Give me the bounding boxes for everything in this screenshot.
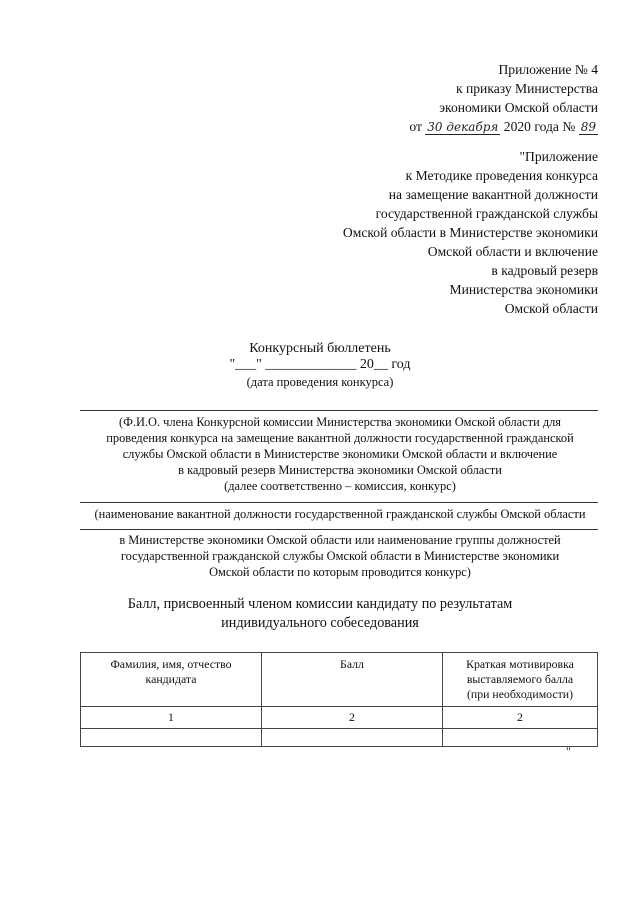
methodology-line: Министерства экономики [449, 282, 598, 297]
handwritten-date: 30 декабря [427, 120, 499, 134]
member-caption-line: (Ф.И.О. члена Конкурсной комиссии Министерства экономики Омской области для [118, 415, 562, 429]
appendix-line-3: экономики Омской области [439, 100, 598, 115]
methodology-line: Омской области [504, 301, 598, 316]
table-header-row [81, 653, 598, 707]
member-caption-line: (далее соответственно – комиссия, конкурс) [224, 479, 456, 493]
score-heading-line: Балл, присвоенный членом комиссии кандидату по результатам [127, 596, 513, 612]
table-row [81, 707, 598, 729]
empty-cell [81, 729, 262, 747]
column-number-cell: 1 [81, 707, 262, 729]
methodology-line: на замещение вакантной должности [388, 187, 598, 202]
appendix-header [409, 60, 598, 136]
date-prefix: от [409, 119, 422, 134]
group-caption [80, 532, 600, 580]
vacancy-caption [80, 506, 600, 522]
header-text: выставляемого балла [466, 672, 574, 686]
score-heading-line: индивидуального собеседования [221, 615, 419, 631]
member-caption [80, 414, 600, 494]
header-score [262, 653, 443, 707]
methodology-line: Омской области в Министерстве экономики [342, 225, 598, 240]
score-heading [0, 595, 640, 633]
group-line [80, 529, 598, 530]
methodology-line: государственной гражданской службы [375, 206, 598, 221]
appendix-date-line [409, 117, 598, 136]
header-candidate-name [81, 653, 262, 707]
closing-quote: " [566, 744, 571, 758]
appendix-line-2: к приказу Министерства [455, 81, 598, 96]
vacancy-line [80, 502, 598, 503]
header-text: кандидата [145, 672, 197, 686]
date-suffix: 2020 года № [503, 119, 576, 134]
header-motivation [443, 653, 598, 707]
header-text: Фамилия, имя, отчество [110, 657, 232, 671]
ballot-date-line: "___" _____________ 20__ год [229, 357, 411, 372]
member-caption-line: службы Омской области в Министерстве экономики Омской области и включение [122, 447, 558, 461]
ballot-date-caption: (дата проведения конкурса) [246, 375, 394, 389]
score-table [80, 652, 598, 747]
empty-cell [443, 729, 598, 747]
vacancy-caption-line: (наименование вакантной должности государственной гражданской службы Омской области [94, 507, 586, 521]
header-text: Краткая мотивировка [466, 657, 574, 671]
empty-cell [262, 729, 443, 747]
table-row [81, 729, 598, 747]
member-caption-line: проведения конкурса на замещение вакантной должности государственной гражданской [106, 431, 574, 445]
methodology-header [343, 147, 598, 318]
group-caption-line: государственной гражданской службы Омской области в Министерстве экономики [120, 549, 560, 563]
group-caption-line: в Министерстве экономики Омской области или наименование группы должностей [119, 533, 561, 547]
header-text: Балл [340, 657, 364, 671]
column-number-cell: 2 [443, 707, 598, 729]
appendix-line-1: Приложение № 4 [498, 62, 598, 77]
methodology-line: "Приложение [519, 149, 598, 164]
column-number-cell: 2 [262, 707, 443, 729]
member-name-line [80, 410, 598, 411]
methodology-line: в кадровый резерв [491, 263, 598, 278]
member-caption-line: в кадровый резерв Министерства экономики Омской области [178, 463, 502, 477]
group-caption-line: Омской области по которым проводится конкурс) [209, 565, 471, 579]
methodology-line: к Методике проведения конкурса [405, 168, 598, 183]
ballot-title: Конкурсный бюллетень [249, 341, 391, 356]
methodology-line: Омской области и включение [427, 244, 598, 259]
handwritten-number: 89 [580, 120, 596, 134]
header-text: (при необходимости) [466, 687, 574, 701]
